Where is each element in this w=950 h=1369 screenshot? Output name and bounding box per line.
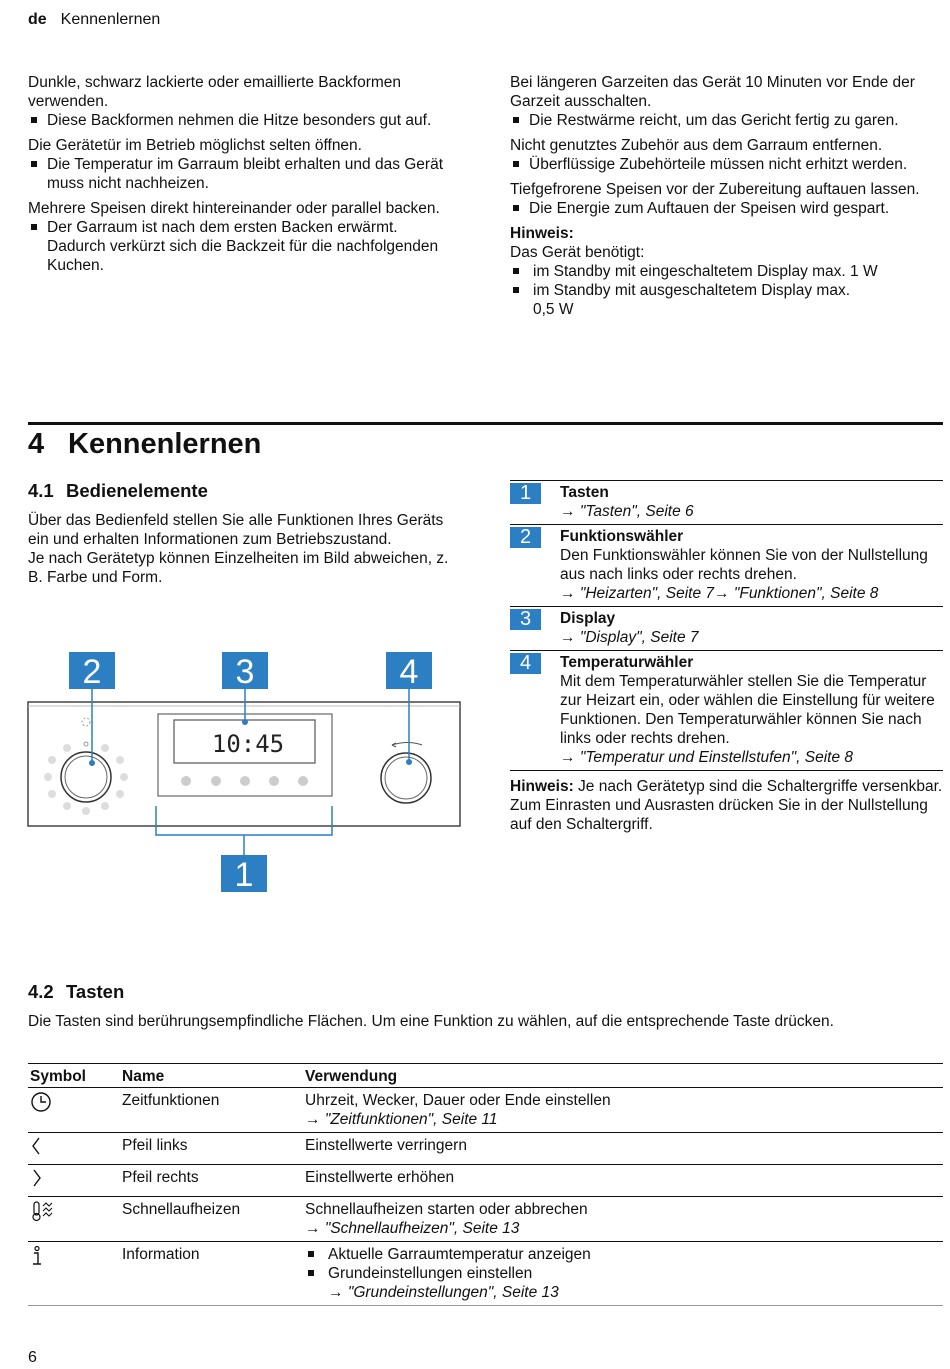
table-row: Pfeil links Einstellwerte verringern (28, 1133, 943, 1165)
cross-reference-link[interactable]: → "Grundeinstellungen", Seite 13 (328, 1284, 559, 1301)
display-time: 10:45 (211, 730, 285, 758)
svg-text:2: 2 (82, 653, 102, 691)
svg-text:1: 1 (234, 856, 254, 894)
svg-text:3: 3 (235, 653, 255, 691)
cross-reference-link[interactable]: → "Tasten", Seite 6 (560, 503, 694, 520)
keys-table (28, 1063, 943, 1306)
touch-key (181, 776, 191, 786)
page-header (28, 10, 160, 29)
table-row: Zeitfunktionen Uhrzeit, Wecker, Dauer oder Ende einstellen → "Zeitfunktionen", Seite 11 (28, 1088, 943, 1133)
arrow-left-icon (30, 1136, 44, 1156)
hint-standby: Hinweis: Das Gerät benötigt: im Standby mit eingeschaltetem Display max. 1 W im Standby mit ausgeschaltetem Display max. 0,5 W (510, 224, 935, 319)
legend-row: 1 Tasten → "Tasten", Seite 6 (510, 480, 943, 524)
hint-retractable-knobs: Hinweis: Je nach Gerätetyp sind die Schaltergriffe versenkbar. Zum Einrasten und Ausrasten drücken Sie in der Nullstellung auf den Schaltergriff. (510, 778, 943, 833)
table-header-row: Symbol Name Verwendung (28, 1064, 943, 1088)
svg-text:4: 4 (399, 653, 419, 691)
tip: Nicht genutztes Zubehör aus dem Garraum entfernen. Überflüssige Zubehörteile müssen nicht erhitzt werden. (510, 136, 935, 174)
tip: Die Gerätetür im Betrieb möglichst selten öffnen. Die Temperatur im Garraum bleibt erhalten und das Gerät muss nicht nachheizen. (28, 136, 460, 193)
cross-reference-link[interactable]: → "Heizarten", Seite 7→ "Funktionen", Seite 8 (560, 585, 879, 602)
control-panel-diagram (26, 648, 466, 894)
cross-reference-link[interactable]: → "Zeitfunktionen", Seite 11 (305, 1111, 498, 1128)
cross-reference-link[interactable]: → "Display", Seite 7 (560, 629, 699, 646)
tips-left-column (28, 73, 460, 281)
cross-reference-link[interactable]: → "Temperatur und Einstellstufen", Seite 8 (560, 749, 854, 766)
touch-key (298, 776, 308, 786)
legend-row: 2 Funktionswähler Den Funktionswähler können Sie von der Nullstellung aus nach links oder rechts drehen. → "Heizarten", Seite 7→ "Funktionen", Seite 8 (510, 524, 943, 606)
page-number: 6 (28, 1349, 37, 1366)
tip: Mehrere Speisen direkt hintereinander oder parallel backen. Der Garraum ist nach dem ersten Backen erwärmt. Dadurch verkürzt sich die Backzeit für die nachfolgenden Kuchen. (28, 199, 460, 275)
clock-icon (30, 1091, 52, 1113)
tips-right-column (510, 73, 935, 319)
section-heading-4-1: 4.1 Bedienelemente (28, 480, 208, 501)
table-row: Pfeil rechts Einstellwerte erhöhen (28, 1165, 943, 1197)
diagram-legend (510, 480, 943, 834)
section-4-1-text: Über das Bedienfeld stellen Sie alle Funktionen Ihres Geräts ein und erhalten Informationen zum Betriebszustand. Je nach Gerätetyp können Einzelheiten im Bild abweichen, z. B. Farbe und Form. (28, 512, 449, 586)
tip: Tiefgefrorene Speisen vor der Zubereitung auftauen lassen. Die Energie zum Auftauen der Speisen wird gespart. (510, 180, 935, 218)
info-icon (30, 1245, 44, 1267)
touch-key (240, 776, 250, 786)
legend-badge: 4 (510, 653, 541, 674)
rapid-heat-icon (30, 1200, 56, 1222)
legend-badge: 2 (510, 527, 541, 548)
section-4-2-intro: Die Tasten sind berührungsempfindliche Flächen. Um eine Funktion zu wählen, auf die entsprechende Taste drücken. (28, 1013, 834, 1030)
touch-key (211, 776, 221, 786)
section-heading-4-2: 4.2 Tasten (28, 981, 125, 1002)
legend-badge: 3 (510, 609, 541, 630)
tip: Dunkle, schwarz lackierte oder emaillierte Backformen verwenden. Diese Backformen nehmen die Hitze besonders gut auf. (28, 73, 460, 130)
header-title: Kennenlernen (60, 11, 161, 28)
arrow-right-icon (30, 1168, 44, 1188)
language-code: de (28, 11, 47, 28)
cross-reference-link[interactable]: → "Schnellaufheizen", Seite 13 (305, 1220, 520, 1237)
legend-badge: 1 (510, 483, 541, 504)
legend-row: 4 Temperaturwähler Mit dem Temperaturwähler stellen Sie die Temperatur zur Heizart ein, oder wählen die Einstellung für weitere Funktionen. Den Temperaturwähler können Sie nach links oder rechts drehen. → "Temperatur und Einstellstufen", Seite 8 (510, 650, 943, 771)
chapter-heading: 4 Kennenlernen (28, 428, 262, 460)
chapter-rule (28, 422, 943, 425)
table-row: Schnellaufheizen Schnellaufheizen starten oder abbrechen → "Schnellaufheizen", Seite 13 (28, 1197, 943, 1242)
touch-key (269, 776, 279, 786)
table-row: Information Aktuelle Garraumtemperatur anzeigen Grundeinstellungen einstellen → "Grundeinstellungen", Seite 13 (28, 1242, 943, 1306)
legend-row: 3 Display → "Display", Seite 7 (510, 606, 943, 650)
tip: Bei längeren Garzeiten das Gerät 10 Minuten vor Ende der Garzeit ausschalten. Die Restwärme reicht, um das Gericht fertig zu garen. (510, 73, 935, 130)
